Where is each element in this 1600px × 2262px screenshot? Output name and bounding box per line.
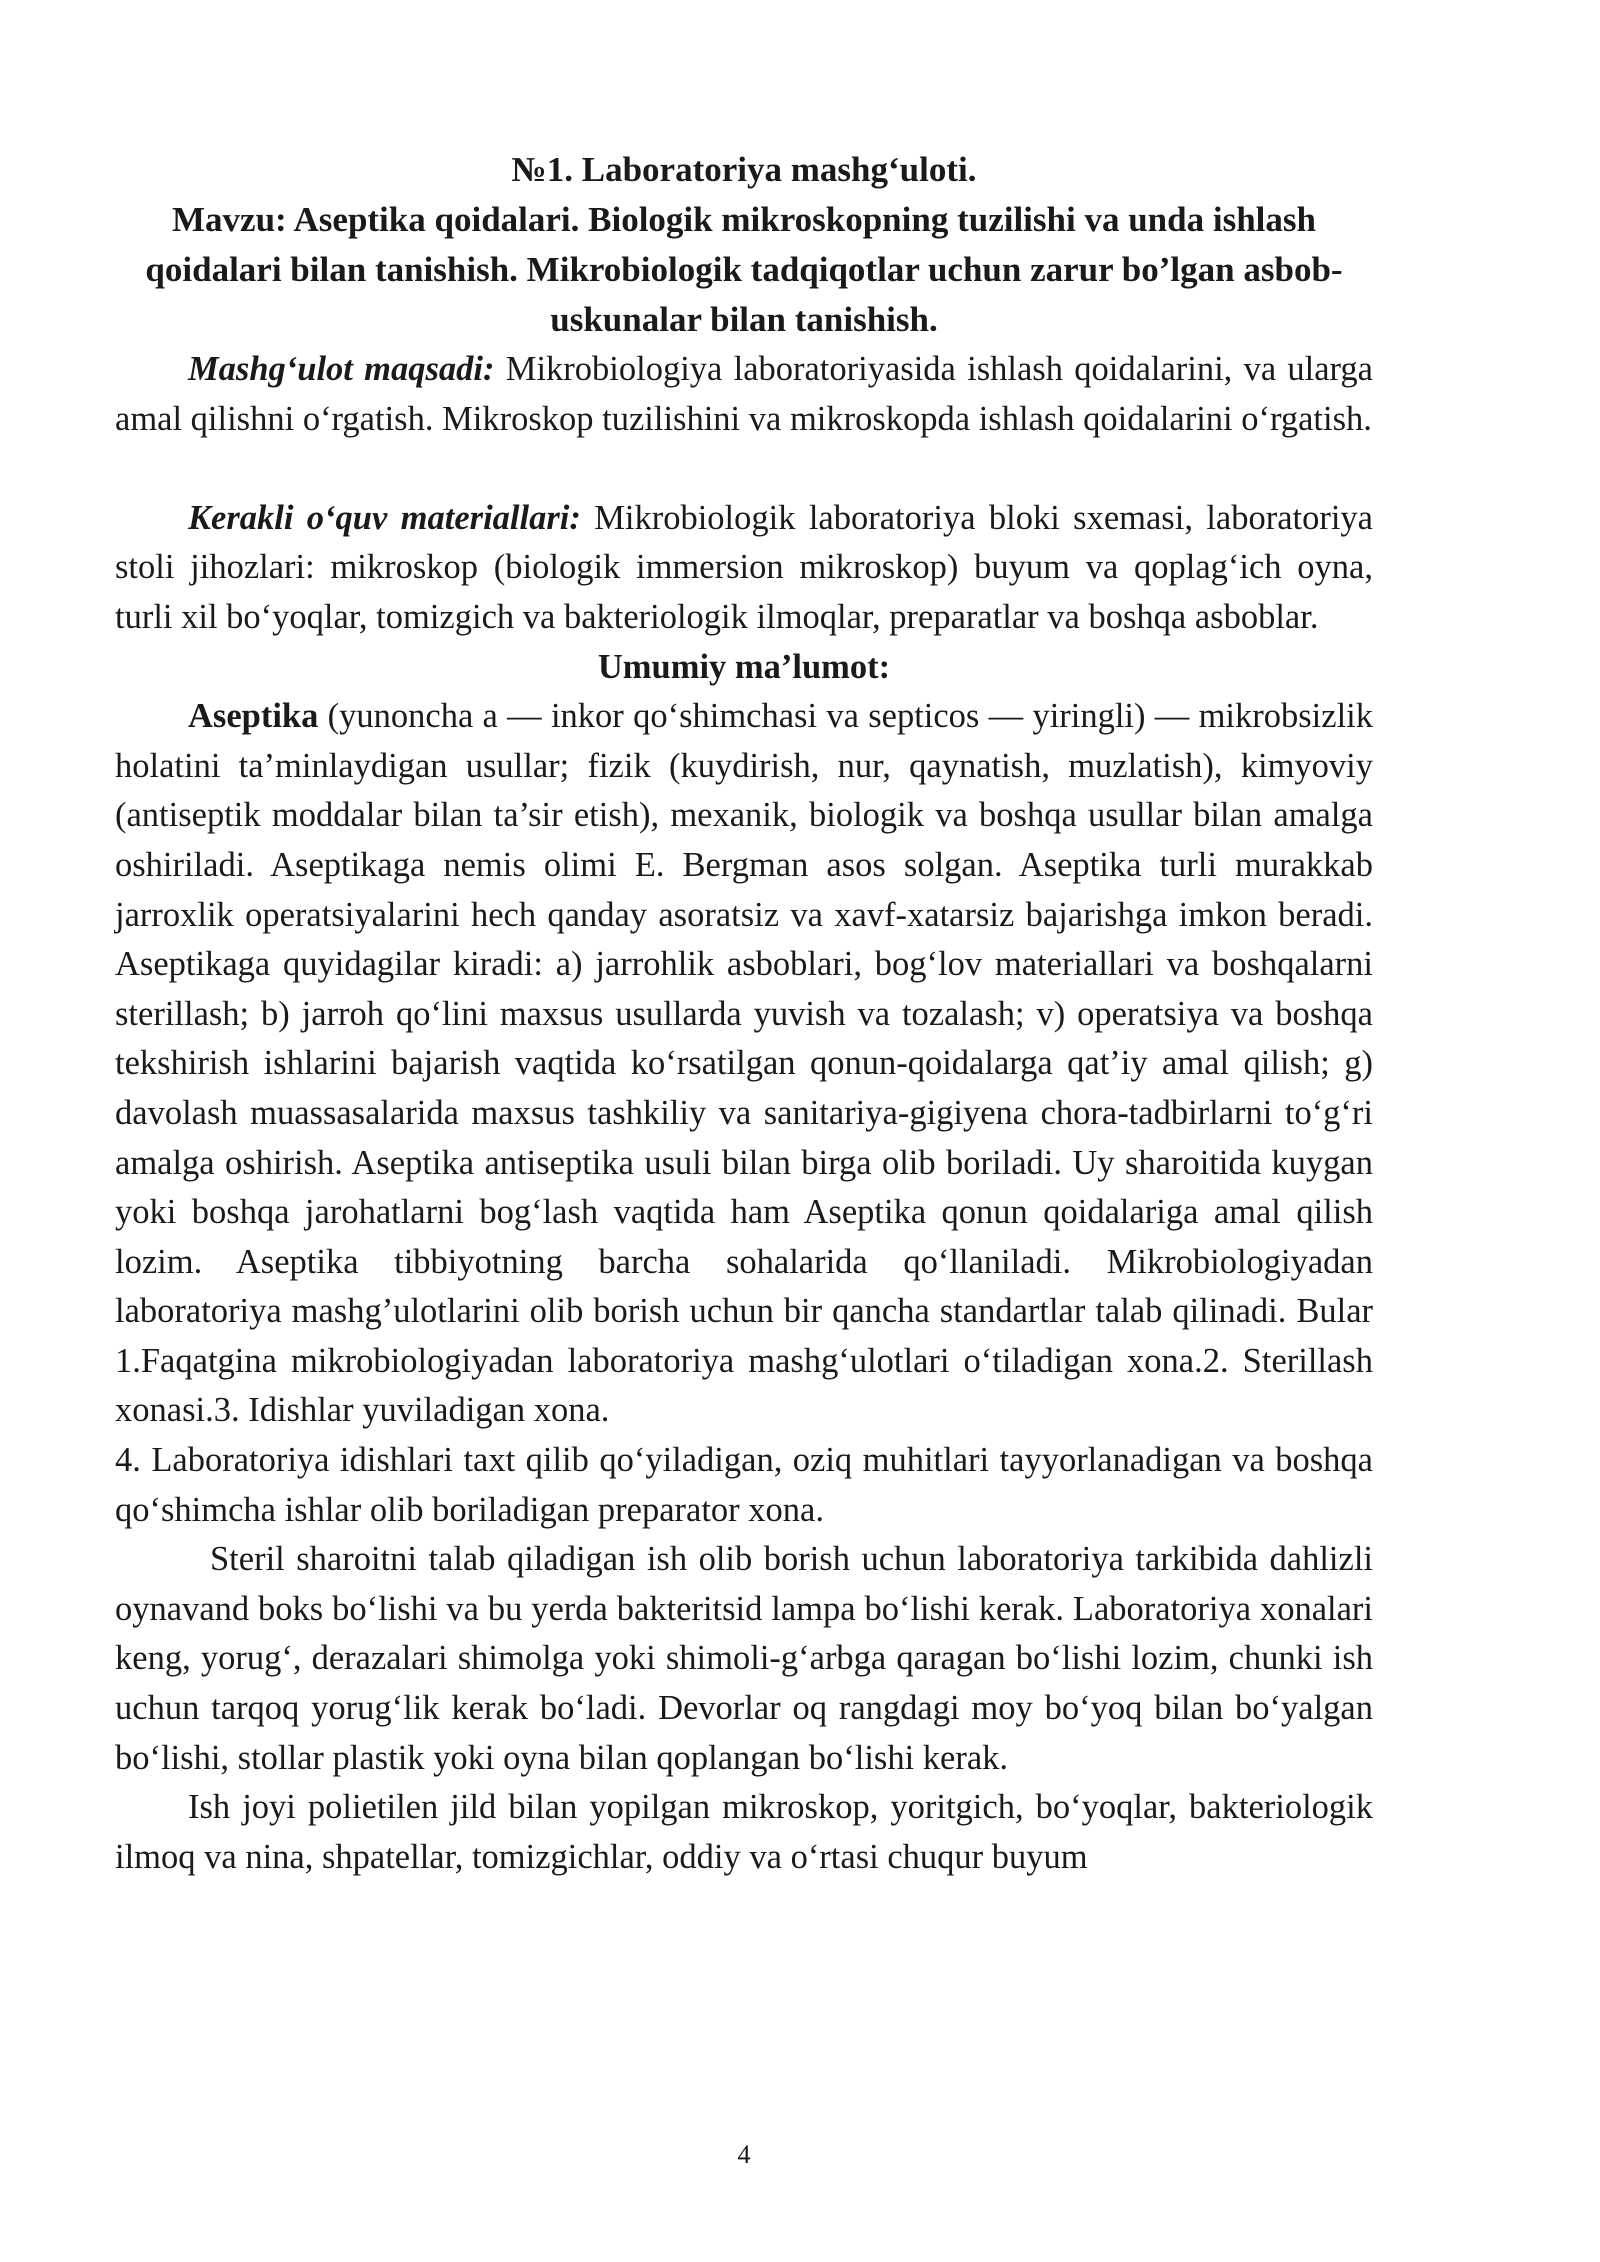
page-number: 4: [737, 2140, 751, 2169]
goal-paragraph: [115, 345, 1373, 444]
aseptika-text: (yunoncha a — inkor qo‘shimchasi va septicos — yiringli) — mikrobsizlik holatini ta’minlaydigan usullar; fizik (kuydirish, nur, qaynatish, muzlatish), kimyoviy (antiseptik moddalar bilan ta’sir etish), mexanik, biologik va boshqa usullar bilan amalga oshiriladi. Aseptikaga nemis olimi E. Bergman asos solgan. Aseptika turli murakkab jarroxlik operatsiyalarini hech qanday asoratsiz va xavf-xatarsiz bajarishga imkon beradi. Aseptikaga quyidagilar kiradi: a) jarrohlik asboblari, bog‘lov materiallari va boshqalarni sterillash; b) jarroh qo‘lini maxsus usullarda yuvish va tozalash; v) operatsiya va boshqa tekshirish ishlarini bajarish vaqtida ko‘rsatilgan qonun-qoidalarga qat’iy amal qilish; g) davolash muassasalarida maxsus tashkiliy va sanitariya-gigiyena chora-tadbirlarni to‘g‘ri amalga oshirish. Aseptika antiseptika usuli bilan birga olib boriladi. Uy sharoitida kuygan yoki boshqa jarohatlarni bog‘lash vaqtida ham Aseptika qonun qoidalariga amal qilish lozim. Aseptika tibbiyotning barcha sohalarida qo‘llaniladi. Mikrobiologiyadan laboratoriya mashg’ulotlarini olib borish uchun bir qancha standartlar talab qilinadi. Bular 1.Faqatgina mikrobiologiyadan laboratoriya mashg‘ulotlari o‘tiladigan xona.2. Sterillash xonasi.3. Idishlar yuviladigan xona.: [115, 697, 1373, 1430]
paragraph-gap: [115, 444, 1373, 494]
materials-text: Mikrobiologik laboratoriya bloki sxemasi, laboratoriya stoli jihozlari: mikroskop (biologik immersion mikroskop) buyum va qoplag‘ich oyna, turli xil bo‘yoqlar, tomizgich va bakteriologik ilmoqlar, preparatlar va boshqa asboblar.: [115, 498, 1373, 636]
rooms-paragraph: 4. Laboratoriya idishlari taxt qilib qo‘yiladigan, oziq muhitlari tayyorlanadigan va boshqa qo‘shimcha ishlar olib boriladigan preparator xona.: [115, 1441, 1373, 1529]
goal-label: Mashg‘ulot maqsadi:: [188, 350, 495, 388]
aseptika-paragraph: [115, 692, 1373, 1436]
aseptika-label: Aseptika: [188, 697, 319, 736]
document-title: [115, 145, 1373, 345]
general-info-heading: Umumiy ma’lumot:: [597, 647, 891, 686]
workplace-paragraph: Ish joyi polietilen jild bilan yopilgan mikroskop, yoritgich, bo‘yoqlar, bakteriologik ilmoq va nina, shpatellar, tomizgichlar, oddiy va o‘rtasi chuqur buyum: [115, 1788, 1373, 1876]
lesson-number-heading: №1. Laboratoriya mashg‘uloti.: [511, 150, 977, 189]
goal-text: Mikrobiologiya laboratoriyasida ishlash qoidalarini, va ularga amal qilishni o‘rgatish. Mikroskop tuzilishini va mikroskopda ishlash qoidalarini o‘rgatish.: [115, 350, 1373, 438]
document-page: [115, 145, 1373, 1882]
topic-heading: Mavzu: Aseptika qoidalari. Biologik mikroskopning tuzilishi va unda ishlash qoidalari bilan tanishish. Mikrobiologik tadqiqotlar uchun zarur bo’lgan asbob-uskunalar bilan tanishish.: [145, 200, 1343, 339]
materials-paragraph: [115, 494, 1373, 643]
materials-label: Kerakli o‘quv materiallari:: [188, 498, 581, 537]
sterile-paragraph: Steril sharoitni talab qiladigan ish olib borish uchun laboratoriya tarkibida dahlizli oynavand boks bo‘lishi va bu yerda bakteritsid lampa bo‘lishi kerak. Laboratoriya xonalari keng, yorug‘, derazalari shimolga yoki shimoli-g‘arbga qaragan bo‘lishi lozim, chunki ish uchun tarqoq yorug‘lik kerak bo‘ladi. Devorlar oq rangdagi moy bo‘yoq bilan bo‘yalgan bo‘lishi, stollar plastik yoki oyna bilan qoplangan bo‘lishi kerak.: [115, 1540, 1373, 1777]
